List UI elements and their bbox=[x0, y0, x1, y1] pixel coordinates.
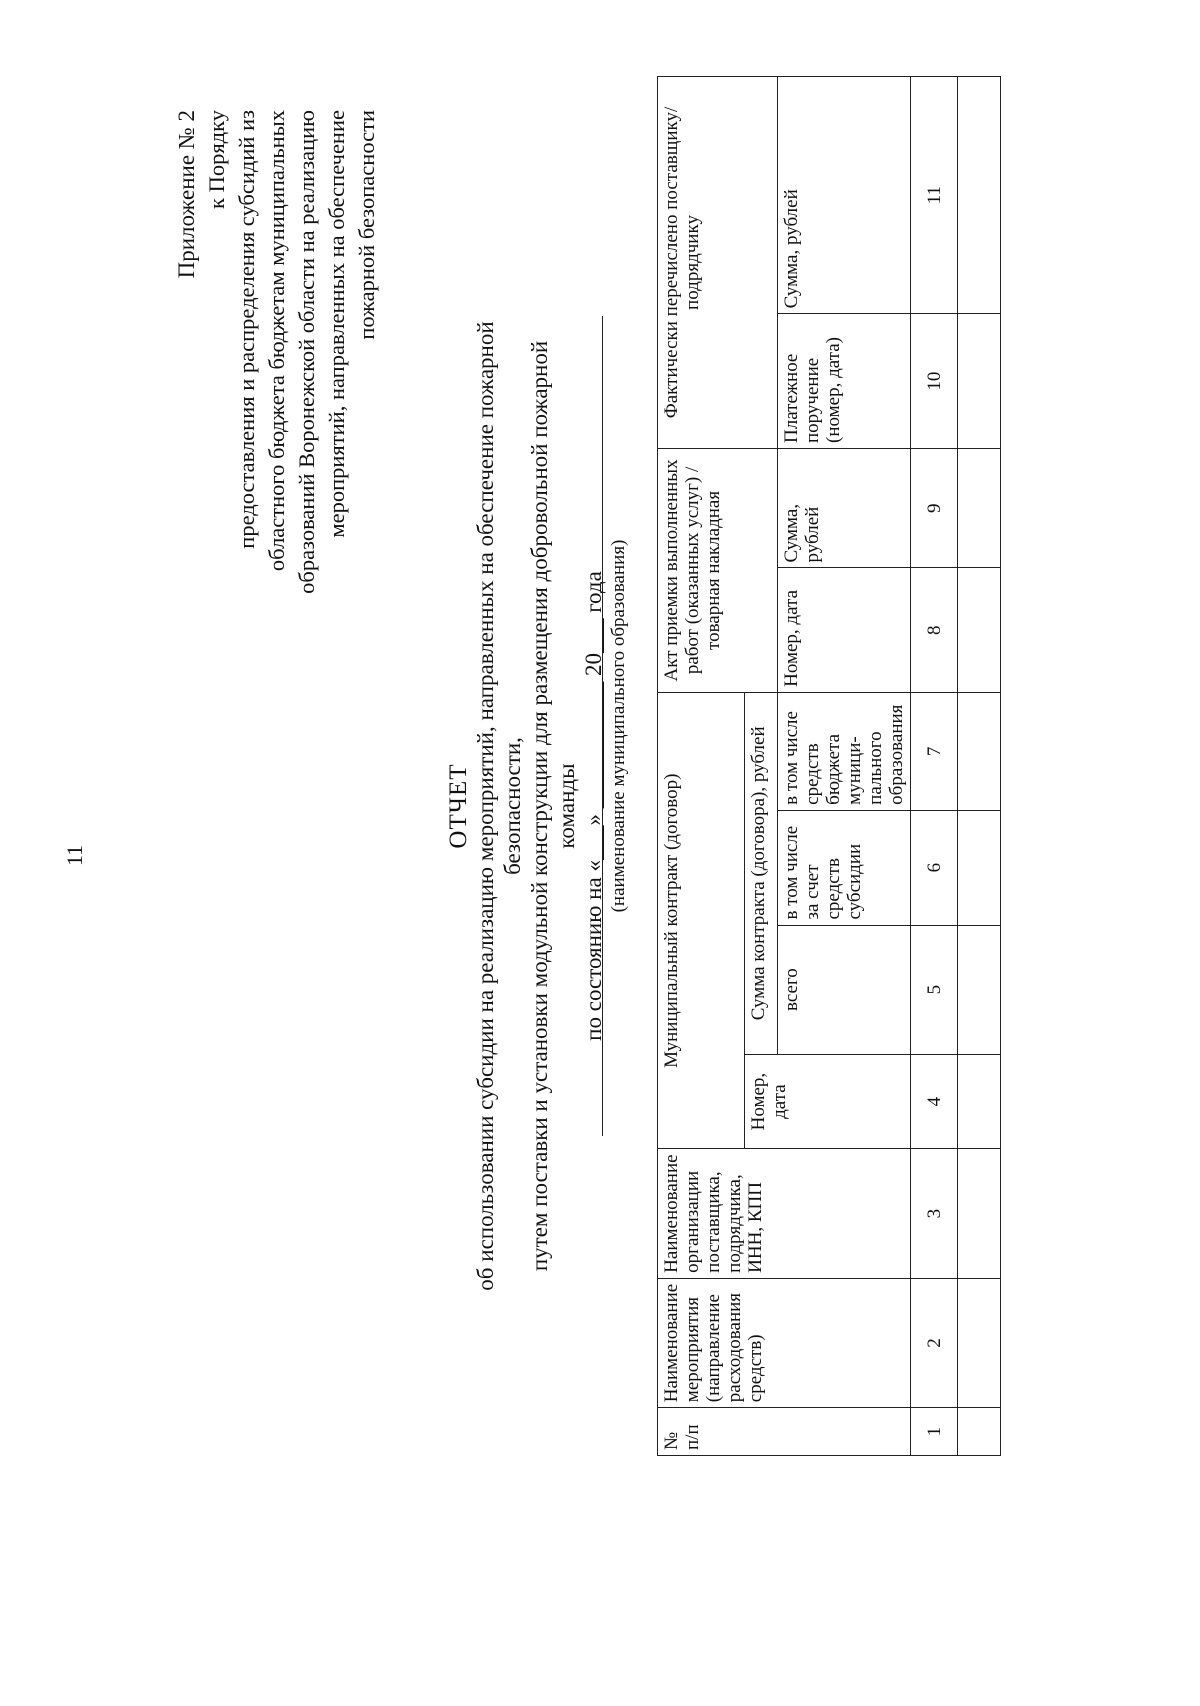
appendix-line: пожарной безопасности bbox=[354, 110, 379, 340]
column-number-cell: 10 bbox=[911, 314, 958, 449]
header-cell: Номер, дата bbox=[778, 568, 911, 692]
column-number-cell: 11 bbox=[911, 77, 958, 314]
column-number-cell: 3 bbox=[911, 1149, 958, 1278]
report-table bbox=[657, 76, 1001, 1456]
column-number-cell: 1 bbox=[911, 1408, 958, 1456]
table-cell bbox=[958, 692, 1001, 810]
table-cell bbox=[958, 1149, 1001, 1278]
column-number-cell: 5 bbox=[911, 925, 958, 1054]
appendix-line: образований Воронежской области на реализацию bbox=[294, 110, 319, 594]
table-row bbox=[958, 77, 1001, 1456]
header-cell: Сумма, рублей bbox=[778, 77, 911, 314]
appendix-line: к Порядку bbox=[204, 110, 229, 209]
header-cell: Наименование мероприятия (направление расходования средств) bbox=[658, 1278, 911, 1407]
column-number-cell: 9 bbox=[911, 448, 958, 567]
table-cell bbox=[958, 568, 1001, 692]
header-cell: всего bbox=[778, 925, 911, 1054]
header-row-1 bbox=[658, 77, 745, 1456]
appendix-block bbox=[172, 110, 382, 810]
header-cell: Муниципальный контракт (договор) bbox=[658, 692, 745, 1149]
report-title bbox=[445, 306, 607, 1306]
page-number: 11 bbox=[62, 844, 87, 866]
report-subtitle-line: путем поставки и установки модульной конструкции для размещения добровольной пожарной команды bbox=[527, 340, 579, 1272]
table-cell bbox=[958, 925, 1001, 1054]
report-date-line: по состоянию на «___» ___________ 20___ года bbox=[581, 571, 606, 1041]
header-cell: № п/п bbox=[658, 1408, 911, 1456]
municipality-underline bbox=[602, 316, 603, 1136]
header-cell: Фактически перечислено поставщику/подрядчику bbox=[658, 77, 778, 449]
table-cell bbox=[958, 448, 1001, 567]
column-number-cell: 7 bbox=[911, 692, 958, 810]
header-cell: Сумма контракта (договора), рублей bbox=[745, 692, 778, 1054]
table-cell bbox=[958, 314, 1001, 449]
table-cell bbox=[958, 1408, 1001, 1456]
header-cell: Акт приемки выполненных работ (оказанных услуг) / товарная накладная bbox=[658, 448, 778, 692]
appendix-line: мероприятий, направленных на обеспечение bbox=[324, 110, 349, 538]
municipality-caption: (наименование муниципального образования) bbox=[608, 539, 629, 913]
header-cell: Сумма, рублей bbox=[778, 448, 911, 567]
column-number-cell: 2 bbox=[911, 1278, 958, 1407]
appendix-line: Приложение № 2 bbox=[174, 110, 199, 279]
report-subtitle-line: об использовании субсидии на реализацию мероприятий, направленных на обеспечение пожарной безопасности, bbox=[473, 321, 525, 1291]
header-cell: Наименование организации поставщика, подрядчика, ИНН, КПП bbox=[658, 1149, 911, 1278]
appendix-line: областного бюджета бюджетам муниципальных bbox=[264, 110, 289, 572]
header-cell: в том числе средств бюджета муници- пального образования bbox=[778, 692, 911, 810]
column-number-cell: 8 bbox=[911, 568, 958, 692]
table-cell bbox=[958, 810, 1001, 925]
table-cell bbox=[958, 1054, 1001, 1149]
header-cell: Номер, дата bbox=[745, 1054, 911, 1149]
column-number-cell: 6 bbox=[911, 810, 958, 925]
appendix-line: предоставления и распределения субсидий из bbox=[234, 110, 259, 549]
header-cell: в том числе за счет средств субсидии bbox=[778, 810, 911, 925]
column-number-cell: 4 bbox=[911, 1054, 958, 1149]
header-cell: Платежное поручение (номер, дата) bbox=[778, 314, 911, 449]
report-heading: ОТЧЕТ bbox=[445, 763, 472, 849]
column-number-row bbox=[911, 77, 958, 1456]
table-cell bbox=[958, 77, 1001, 314]
table-cell bbox=[958, 1278, 1001, 1407]
